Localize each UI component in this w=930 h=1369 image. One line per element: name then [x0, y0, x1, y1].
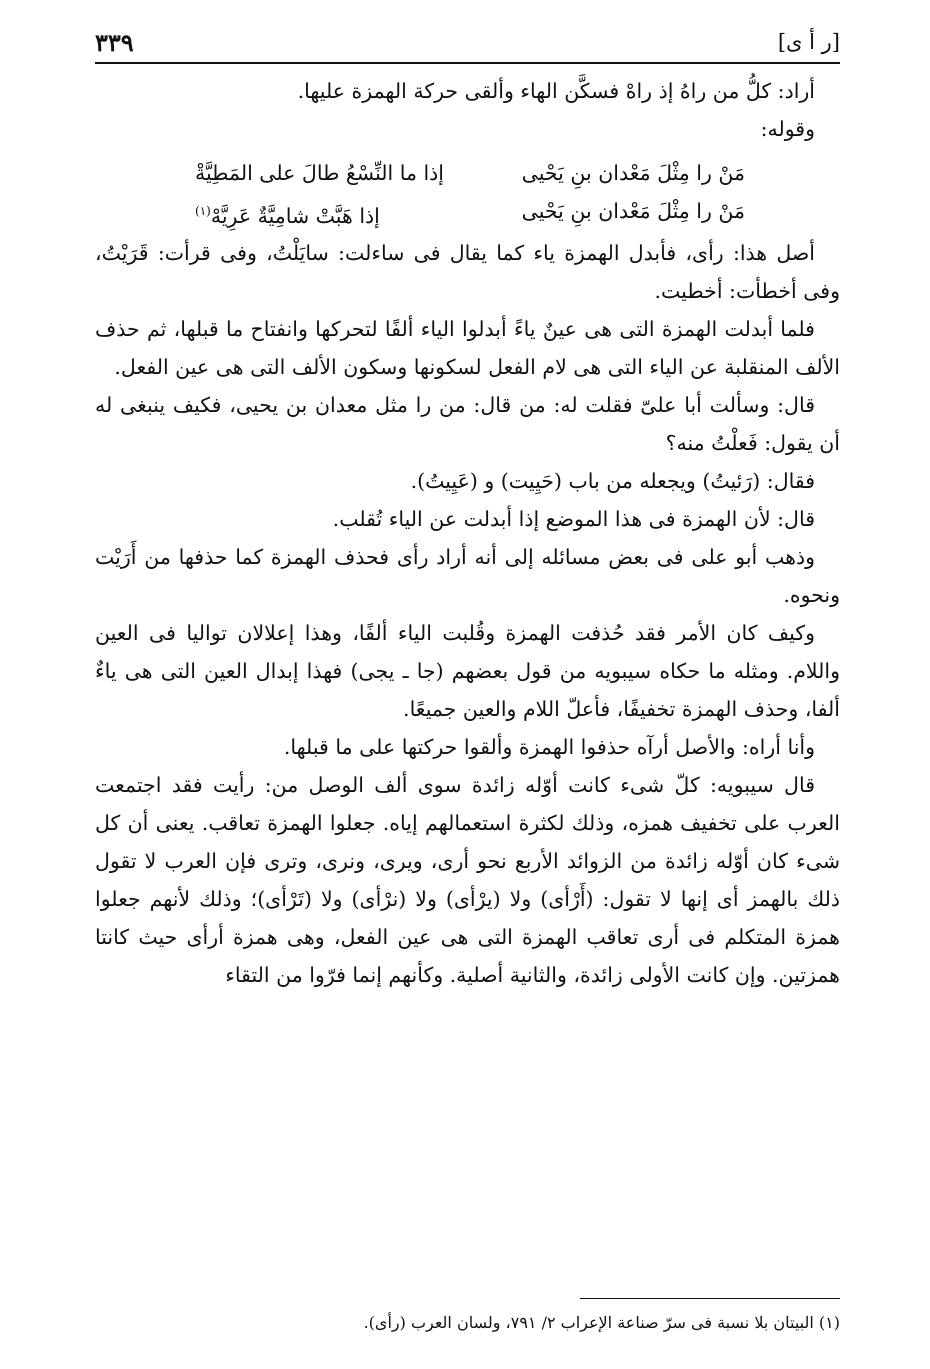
- paragraph-2: وقوله:: [760, 117, 815, 141]
- paragraph-8: وذهب أبو على فى بعض مسائله إلى أنه أراد رأى فحذف الهمزة كما حذفها من أَرَيْت ونحوه.: [95, 545, 840, 607]
- poetry-verses: [95, 154, 840, 230]
- running-header: [95, 28, 840, 58]
- paragraph-9: وكيف كان الأمر فقد حُذفت الهمزة وقُلبت الياء ألفًا، وهذا إعلالان تواليا فى العين واللام. ومثله ما حكاه سيبويه من قول بعضهم (جا ـ يجى) فهذا إبدال العين التى هى ياءٌ ألفا، وحذف الهمزة تخفيفًا، فأعلّ اللام والعين جميعًا.: [95, 621, 840, 721]
- paragraph-1: أراد: كلُّ من راهُ إذ راهْ فسكَّن الهاء وألقى حركة الهمزة عليها.: [297, 79, 815, 103]
- verse-1-second-hemistich-text: إذا ما النِّسْعُ طالَ على المَطِيَّةْ: [195, 161, 445, 185]
- paragraph-5: قال: وسألت أبا علىّ فقلت له: من قال: من را مثل معدان بن يحيى، فكيف ينبغى له أن يقول: فَعلْتُ منه؟: [95, 393, 840, 455]
- root-entry-label: [ر أ ى]: [777, 30, 840, 54]
- page-number: ٣٣٩: [95, 28, 134, 57]
- verse-1-second-hemistich: [195, 154, 444, 192]
- header-rule: [95, 62, 840, 64]
- paragraph-4: فلما أبدلت الهمزة التى هى عينٌ ياءً أبدلوا الياء ألفًا لتحركها وانفتاح ما قبلها، ثم حذف الألف المنقلبة عن الياء التى هى لام الفعل لسكونها وسكون الألف التى هى عين الفعل.: [95, 317, 840, 379]
- paragraph-6: فقال: (رَئيتُ) ويجعله من باب (حَيِيت) و (عَيِيتُ).: [410, 469, 815, 493]
- verse-2-first-hemistich: مَنْ را مِثْلَ مَعْدان بنِ يَحْيى: [521, 199, 745, 223]
- verse-2-second-hemistich: [195, 192, 380, 235]
- paragraph-10: وأنا أراه: والأصل أرآه حذفوا الهمزة وألقوا حركتها على ما قبلها.: [283, 735, 815, 759]
- footnote-1: (١) البيتان بلا نسبة فى سرّ صناعة الإعراب ٢/ ٧٩١، ولسان العرب (رأى).: [363, 1313, 840, 1332]
- body-text: [95, 72, 840, 994]
- footnote-marker[interactable]: (١): [195, 204, 211, 218]
- verse-2: [95, 192, 840, 230]
- footnote-rule: [580, 1298, 840, 1299]
- verse-2-second-hemistich-text: إذا هَبَّتْ شامِيَّةٌ عَرِيَّهْ: [210, 203, 380, 228]
- paragraph-11: قال سيبويه: كلّ شىء كانت أوّله زائدة سوى ألف الوصل من: رأيت فقد اجتمعت العرب على تخفيف همزه، وذلك لكثرة استعمالهم إياه. جعلوا الهمزة تعاقب. يعنى أن كل شىء كان أوّله زائدة من الزوائد الأربع نحو أرى، ويرى، ونرى، وترى فإن العرب لا تقول ذلك بالهمز أى إنها لا تقول: (أَرْأى) ولا (يرْأى) ولا (نرْأى) ولا (تَرْأى)؛ وذلك لأنهم جعلوا همزة المتكلم فى أرى تعاقب الهمزة التى هى عين الفعل، وهى همزة أرأى حيث كانتا همزتين. وإن كانت الأولى زائدة، والثانية أصلية. وكأنهم إنما فرّوا من التقاء: [95, 773, 840, 987]
- footnotes-section: [95, 1298, 840, 1332]
- verse-1: [95, 154, 840, 192]
- paragraph-3: أصل هذا: رأى، فأبدل الهمزة ياء كما يقال فى ساءلت: سايَلْتُ، وفى قرأت: قَرَيْتُ، وفى أخطأت: أخطيت.: [95, 241, 840, 303]
- book-page: [95, 28, 840, 1348]
- verse-1-first-hemistich: مَنْ را مِثْلَ مَعْدان بنِ يَحْيى: [521, 161, 745, 185]
- paragraph-7: قال: لأن الهمزة فى هذا الموضع إذا أبدلت عن الياء تُقلب.: [332, 507, 815, 531]
